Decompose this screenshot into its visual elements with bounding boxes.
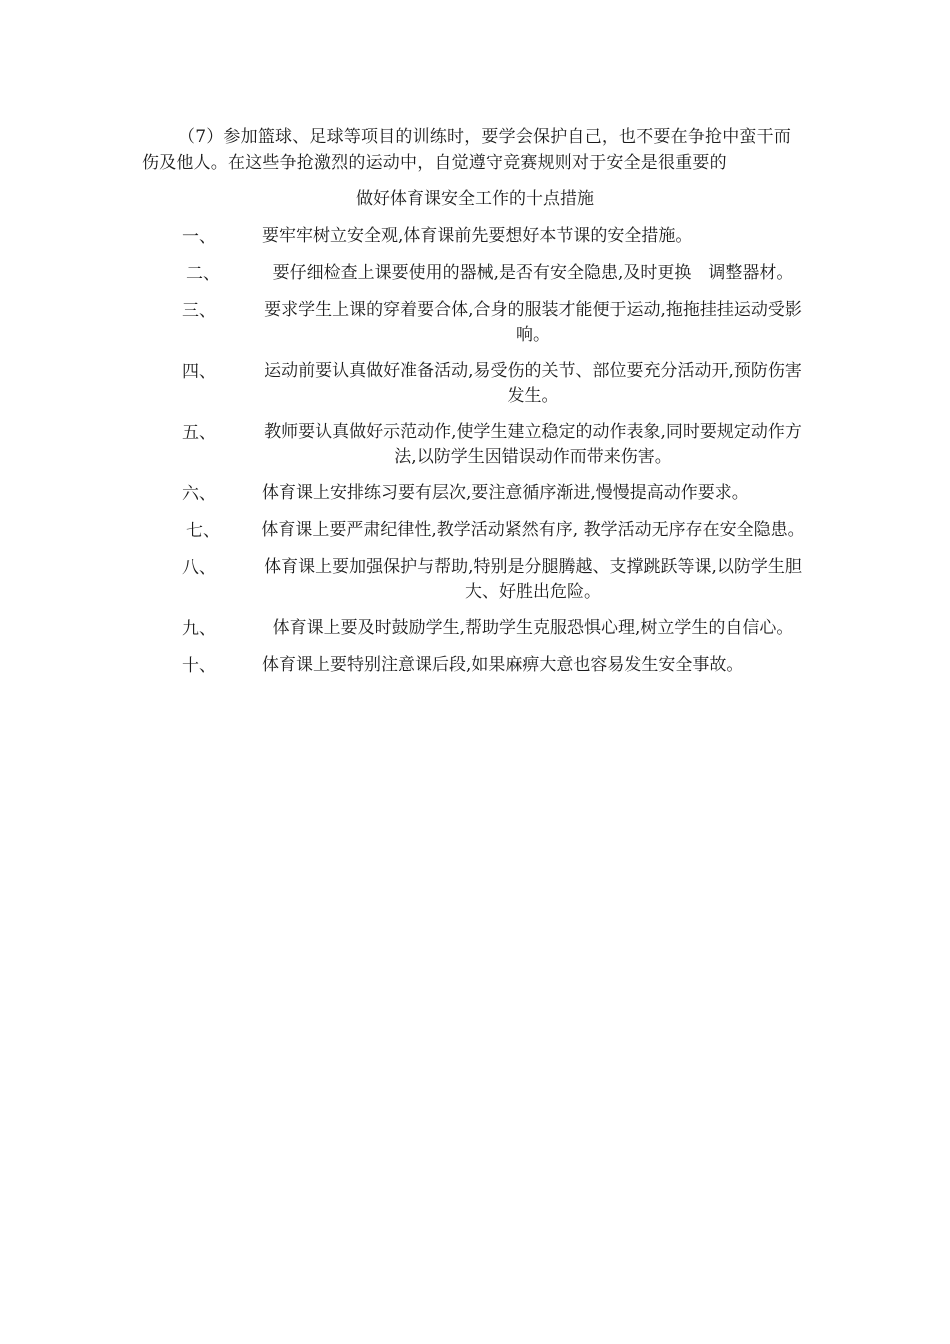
list-item: [142, 616, 808, 642]
list-item: [142, 555, 808, 605]
item-text: 体育课上安排练习要有层次,要注意循序渐进,慢慢提高动作要求。: [262, 483, 749, 503]
item-number: 十、: [182, 656, 216, 676]
list-item: [142, 518, 808, 544]
item-text: 教师要认真做好示范动作,使学生建立稳定的动作表象,同时要规定动作方法,以防学生因错误动作而带来伤害。: [264, 422, 802, 467]
list-item: [142, 298, 808, 348]
item-text: 体育课上要及时鼓励学生,帮助学生克服恐惧心理,树立学生的自信心。: [272, 618, 794, 638]
list-item: [142, 420, 808, 470]
item-number: 八、: [182, 558, 216, 578]
item-number: 五、: [182, 423, 216, 443]
list-item: [142, 224, 808, 250]
section-title: 做好体育课安全工作的十点措施: [356, 189, 594, 209]
item-number: 一、: [182, 227, 216, 247]
item-text: 运动前要认真做好准备活动,易受伤的关节、部位要充分活动开,预防伤害发生。: [264, 361, 802, 406]
item-text: 要牢牢树立安全观,体育课前先要想好本节课的安全措施。: [262, 226, 693, 246]
item-number: 七、: [186, 521, 220, 541]
item-text: 体育课上要特别注意课后段,如果麻痹大意也容易发生安全事故。: [262, 655, 744, 675]
item-number: 六、: [182, 484, 216, 504]
list-item: [142, 261, 808, 287]
item-number: 四、: [182, 362, 216, 382]
item-number: 九、: [182, 619, 216, 639]
item-text: 要仔细检查上课要使用的器械,是否有安全隐患,及时更换 调整器材。: [272, 263, 794, 283]
list-item: [142, 653, 808, 679]
item-number: 三、: [182, 301, 216, 321]
item-text: 要求学生上课的穿着要合体,合身的服装才能便于运动,拖拖挂挂运动受影响。: [264, 300, 802, 345]
item-text: 体育课上要严肃纪律性,教学活动紧然有序, 教学活动无序存在安全隐患。: [261, 520, 805, 540]
list-item: [142, 359, 808, 409]
intro-paragraph: （7）参加篮球、足球等项目的训练时，要学会保护自己，也不要在争抢中蛮干而伤及他人。在这些争抢激烈的运动中，自觉遵守竞赛规则对于安全是很重要的: [142, 127, 792, 173]
item-text: 体育课上要加强保护与帮助,特别是分腿腾越、支撑跳跃等课,以防学生胆大、好胜出危险。: [264, 557, 802, 602]
item-number: 二、: [186, 264, 220, 284]
list-item: [142, 481, 808, 507]
measures-list: [142, 224, 808, 690]
